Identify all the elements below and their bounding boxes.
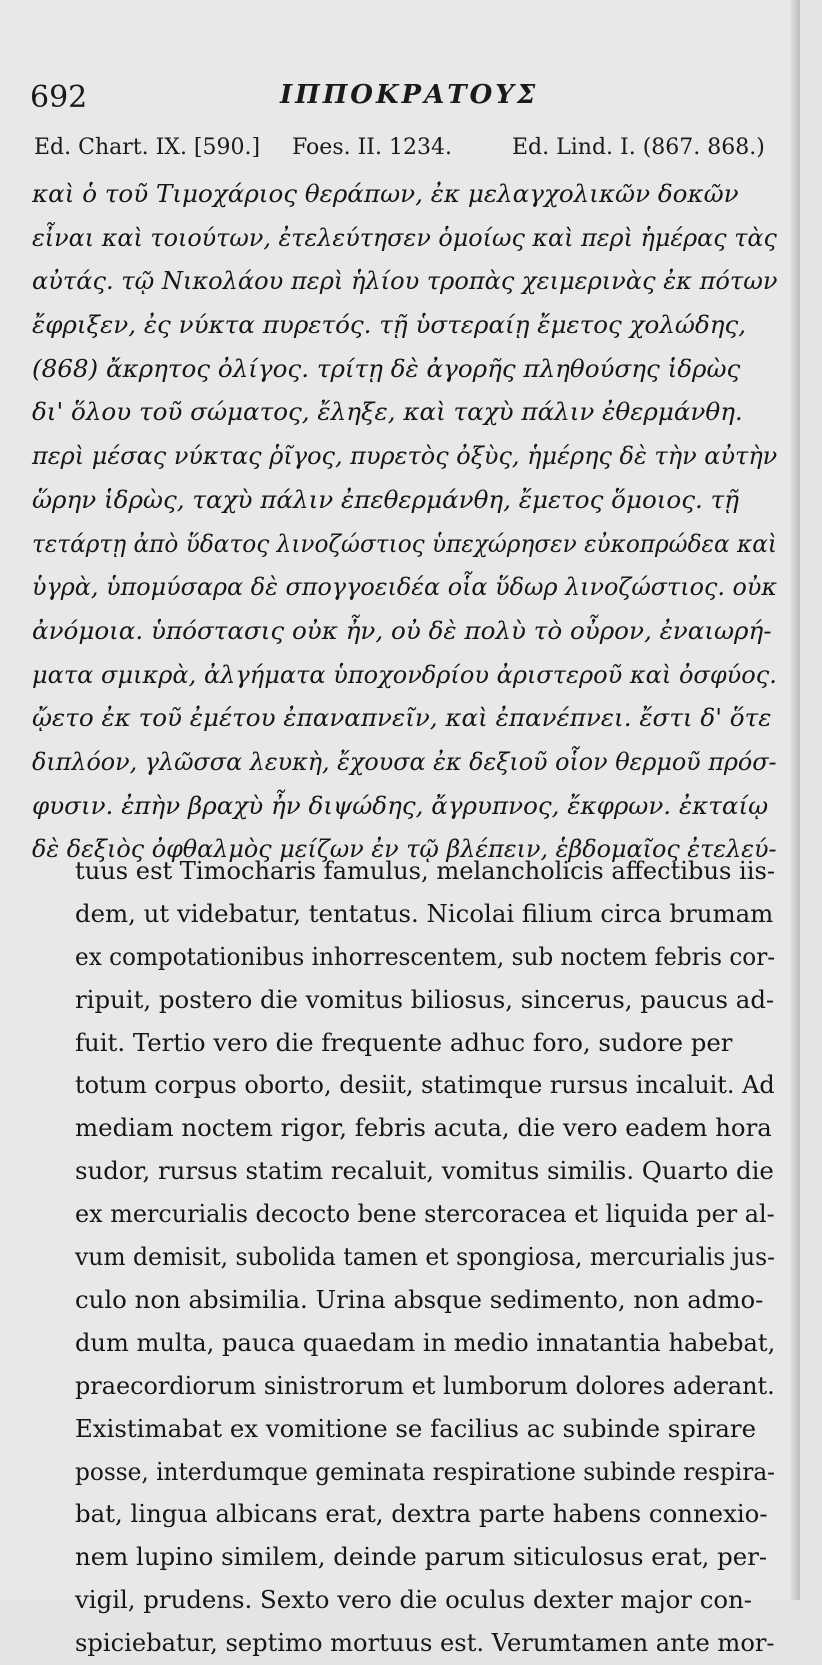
latin-line: totum corpus oborto, desiit, statimque rursus incaluit. Ad [75, 1070, 775, 1100]
greek-line: περὶ μέσας νύκτας ῥῖγος, πυρετὸς ὀξὺς, ἡμέρης δὲ τὴν αὐτὴν [32, 441, 778, 471]
greek-line: εἶναι καὶ τοιούτων, ἐτελεύτησεν ὁμοίως καὶ περὶ ἡμέρας τὰς [32, 222, 777, 252]
greek-line: δὲ δεξιὸς ὀφθαλμὸς μείζων ἐν τῷ βλέπειν, ἑβδομαῖος ἐτελεύ- [32, 834, 777, 864]
edition-linden-ref: Ed. Lind. I. (867. 868.) [512, 135, 765, 160]
latin-line: bat, lingua albicans erat, dextra parte habens connexio- [75, 1499, 768, 1529]
greek-line: ὑγρὰ, ὑπομύσαρα δὲ σπογγοειδέα οἷα ὕδωρ λινοζώστιος. οὐκ [32, 572, 778, 602]
latin-line: ex compotationibus inhorrescentem, sub noctem febris cor- [75, 941, 776, 971]
latin-line: nem lupino similem, deinde parum siticulosus erat, per- [75, 1542, 768, 1572]
latin-line: vum demisit, subolida tamen et spongiosa, mercurialis jus- [75, 1242, 776, 1272]
edition-references [34, 135, 774, 171]
greek-line: ἔφριξεν, ἐς νύκτα πυρετός. τῇ ὑστεραίῃ ἔμετος χολώδης, [32, 310, 747, 340]
greek-line: ματα σμικρὰ, ἀλγήματα ὑποχονδρίου ἀριστεροῦ καὶ ὀσφύος. [32, 659, 777, 689]
edition-foes-ref: Foes. II. 1234. [292, 135, 452, 160]
latin-line: mediam noctem rigor, febris acuta, die vero eadem hora [75, 1113, 772, 1143]
page-number: 692 [30, 80, 88, 115]
greek-text-block [32, 172, 777, 871]
latin-line: dem, ut videbatur, tentatus. Nicolai filium circa brumam [75, 898, 774, 928]
latin-line: ex mercurialis decocto bene stercoracea et liquida per al- [75, 1199, 775, 1229]
page-gutter-shadow [790, 0, 800, 1600]
greek-line: τετάρτῃ ἀπὸ ὕδατος λινοζώστιος ὑπεχώρησεν εὐκοπρώδεα καὶ [32, 528, 777, 558]
latin-line: praecordiorum sinistrorum et lumborum dolores aderant. [75, 1370, 775, 1400]
greek-line: δι' ὅλου τοῦ σώματος, ἔληξε, καὶ ταχὺ πάλιν ἐθερμάνθη. [32, 397, 743, 427]
greek-line: αὐτάς. τῷ Νικολάου περὶ ἡλίου τροπὰς χειμερινὰς ἐκ πότων [32, 266, 778, 296]
edition-chartier-ref: Ed. Chart. IX. [590.] [34, 135, 261, 160]
page-header [30, 70, 770, 130]
greek-line: ὥρην ἱδρὼς, ταχὺ πάλιν ἐπεθερμάνθη, ἔμετος ὅμοιος. τῇ [32, 484, 739, 514]
latin-line: ripuit, postero die vomitus biliosus, sincerus, paucus ad- [75, 984, 775, 1014]
greek-line: φυσιν. ἐπὴν βραχὺ ἦν διψώδης, ἄγρυπνος, ἔκφρων. ἐκταίῳ [32, 790, 769, 820]
latin-line: sudor, rursus statim recaluit, vomitus similis. Quarto die [75, 1156, 774, 1186]
greek-line: (868) ἄκρητος ὀλίγος. τρίτῃ δὲ ἀγορῆς πληθούσης ἱδρὼς [32, 353, 741, 383]
greek-line: ᾤετο ἐκ τοῦ ἐμέτου ἐπαναπνεῖν, καὶ ἐπανέπνει. ἔστι δ' ὅτε [32, 703, 772, 733]
latin-line: fuit. Tertio vero die frequente adhuc foro, sudore per [75, 1027, 733, 1057]
latin-line: vigil, prudens. Sexto vero die oculus dexter major con- [75, 1585, 753, 1615]
latin-line: posse, interdumque geminata respiratione subinde respira- [75, 1456, 775, 1486]
greek-line: διπλόον, γλῶσσα λευκὴ, ἔχουσα ἐκ δεξιοῦ οἷον θερμοῦ πρόσ- [32, 747, 777, 777]
running-title: ΙΠΠΟΚΡΑΤΟΥΣ [280, 80, 539, 110]
latin-translation-block [75, 850, 775, 1665]
latin-line: culo non absimilia. Urina absque sedimento, non admo- [75, 1284, 764, 1314]
latin-line: Existimabat ex vomitione se facilius ac subinde spirare [75, 1413, 757, 1443]
latin-line: dum multa, pauca quaedam in medio innatantia habebat, [75, 1327, 776, 1357]
greek-line: καὶ ὁ τοῦ Τιμοχάριος θεράπων, ἐκ μελαγχολικῶν δοκῶν [32, 179, 739, 208]
greek-line: ἀνόμοια. ὑπόστασις οὐκ ἦν, οὐ δὲ πολὺ τὸ οὖρον, ἐναιωρή- [32, 615, 772, 645]
latin-line: spiciebatur, septimo mortuus est. Verumtamen ante mor- [75, 1628, 775, 1658]
latin-line: tuus est Timocharis famulus, melancholicis affectibus iis- [75, 856, 775, 885]
